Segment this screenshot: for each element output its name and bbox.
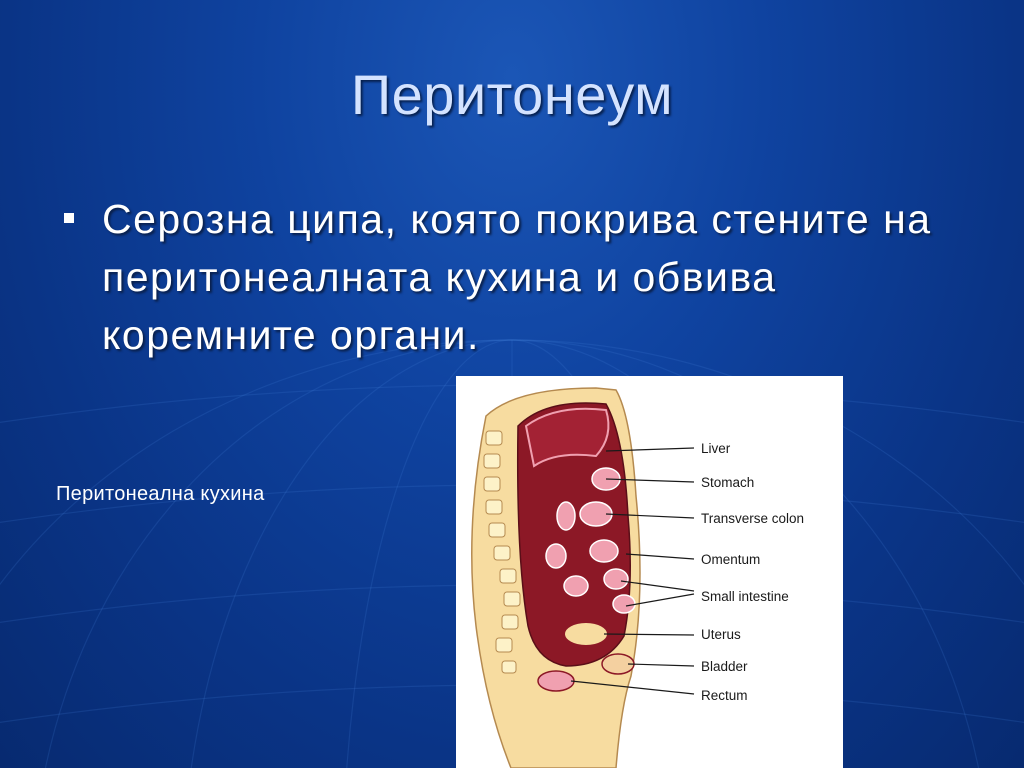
label-omentum: Omentum [701,552,761,567]
label-rectum: Rectum [701,688,748,703]
label-uterus: Uterus [701,627,741,642]
bullet-item [60,190,960,364]
figure-caption: Перитонеална кухина [56,483,265,505]
label-bladder: Bladder [701,659,748,674]
rectum [538,671,574,691]
square-bullet-icon [64,213,74,223]
peritoneum-diagram [456,376,843,768]
bullet-text: Серозна ципа, която покрива стените на перитонеалната кухина и обвива коремните органи. [102,196,932,358]
slide-title: Перитонеум [350,63,674,126]
label-stomach: Stomach [701,475,755,490]
uterus [564,622,608,646]
label-liver: Liver [701,441,731,456]
label-small-intestine: Small intestine [701,589,789,604]
bullet-list [60,190,960,364]
label-transverse-colon: Transverse colon [701,511,805,526]
anatomy-figure [456,376,843,768]
